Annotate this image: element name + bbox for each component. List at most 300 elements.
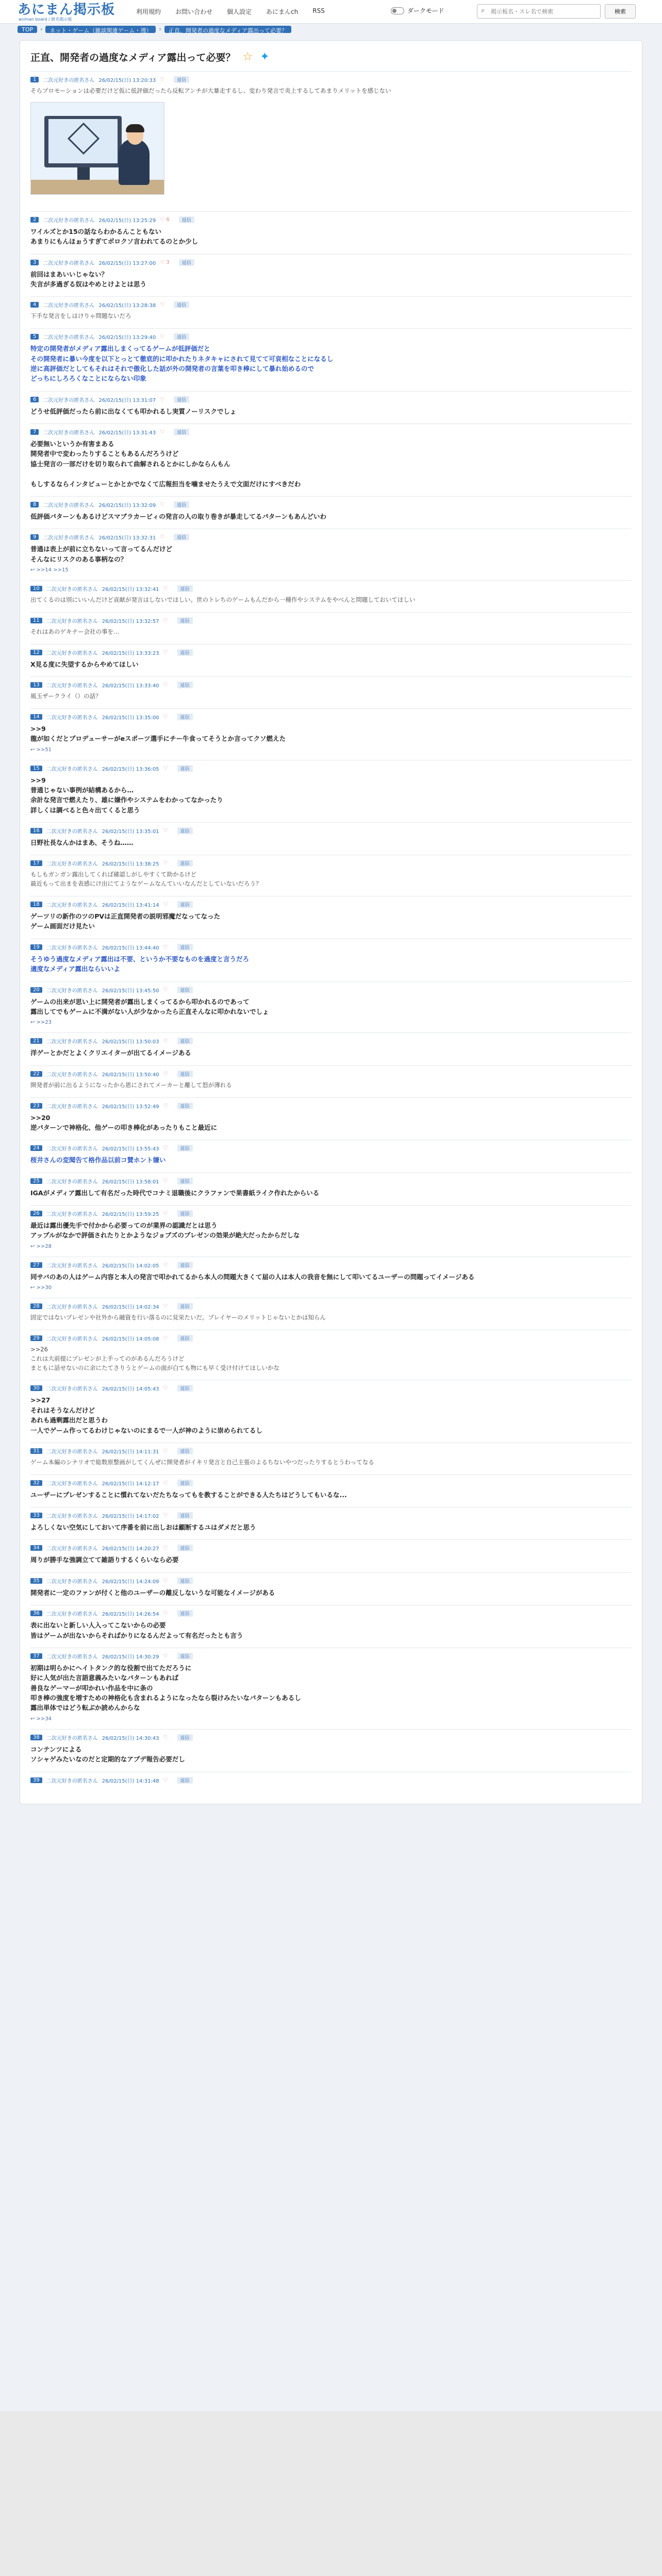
list-item: [30, 1605, 632, 1648]
post-number[interactable]: 3: [30, 260, 39, 265]
post-number[interactable]: 33: [30, 1513, 42, 1518]
post-date: 26/02/15(日) 13:32:41: [102, 587, 159, 592]
list-item: [30, 1257, 632, 1298]
like-heart-icon[interactable]: ♡: [163, 828, 168, 834]
post-body: 風玉ザークライ（）の話？: [30, 692, 102, 700]
like-heart-icon[interactable]: ♡: [163, 1513, 168, 1519]
reply-button[interactable]: 返信: [177, 1512, 193, 1519]
post-number[interactable]: 31: [30, 1448, 42, 1454]
breadcrumb-category[interactable]: ネット・ゲーム（雑談関連ゲーム・漫）: [45, 26, 156, 33]
post-body: 必要無いというか有害まある 開発者中で変わったりすることもあるんだろうけど 協士発言の一部だけを切り取られて曲解されるとかにしかならんもん もしするならインタビューとかとかでなくて広報担当を噛ませたうえで文面だけにすべきだわ: [30, 440, 301, 488]
post-author: 二次元好きの匿名さん: [46, 1449, 98, 1455]
post-date: 26/02/15(日) 13:38:25: [102, 861, 159, 868]
post-header: [30, 765, 632, 772]
post-body: ゲーム本編のシナリオで総数原整画がしてくんぜに開発者がイキリ発言と自己主張のよるちないやつだったりするとうわってなる: [30, 1458, 374, 1466]
post-date: 26/02/15(日) 14:11:31: [102, 1449, 159, 1455]
reply-button[interactable]: 返信: [179, 216, 194, 223]
post-number[interactable]: 20: [30, 987, 42, 993]
like-heart-icon[interactable]: ♡: [163, 1734, 168, 1740]
post-body: コンテンツによる ソシャゲみたいなのだと定期的なアプデ報告必要だし: [30, 1745, 185, 1764]
reply-button[interactable]: 返信: [177, 1178, 193, 1184]
like-heart-icon[interactable]: ♡: [163, 1653, 168, 1659]
like-heart-icon[interactable]: ♡: [163, 617, 168, 623]
post-author: 二次元好きの匿名さん: [46, 1104, 98, 1110]
post-body: >>9 普通じゃない事例が結構あるから… 余計な発言で燃えたり、雄に嫌作やシステムをわかってなかったり 詳しくは調べると色々出てくると思う: [30, 776, 223, 814]
post-author: 二次元好きの匿名さん: [46, 1263, 98, 1269]
list-item: [30, 1475, 632, 1507]
list-item: [30, 1772, 632, 1794]
reply-button[interactable]: 返信: [177, 1610, 193, 1617]
like-heart-icon[interactable]: ♡: [163, 1178, 168, 1184]
post-number[interactable]: 2: [30, 217, 39, 223]
reply-button[interactable]: 返信: [177, 827, 193, 834]
list-item: [30, 1539, 632, 1572]
post-author: 二次元好きの匿名さん: [46, 1146, 98, 1153]
twitter-share-icon[interactable]: ✦: [260, 50, 270, 63]
like-heart-icon[interactable]: ♡: [163, 682, 168, 688]
post-list: [30, 211, 632, 1794]
post-body: それはあのゲキナー会社の事を…: [30, 628, 120, 635]
post-body: >>9 龍が如くだとプロデューサーがeスポーツ選手にチー牛食ってそうとか言ってクソ燃えた: [30, 724, 286, 743]
post-date: 26/02/15(日) 13:50:40: [102, 1072, 159, 1078]
post-header: [30, 1776, 632, 1784]
reply-button[interactable]: 返信: [179, 259, 194, 266]
like-heart-icon[interactable]: ♡: [160, 534, 165, 540]
post-date: 26/02/15(日) 13:50:03: [102, 1039, 159, 1045]
list-item: [30, 1140, 632, 1172]
search-bar: [477, 4, 636, 19]
post-header: [30, 1070, 632, 1078]
like-heart-icon[interactable]: ♡: [163, 1262, 168, 1268]
post-author: 二次元好きの匿名さん: [43, 535, 95, 541]
site-logo-sub: animan board / 匿名掲示板: [19, 17, 72, 22]
post-header: [30, 1261, 632, 1269]
reply-button[interactable]: 返信: [177, 1385, 193, 1392]
post-date: 26/02/15(日) 13:52:49: [102, 1104, 159, 1110]
post-author: 二次元好きの匿名さん: [46, 1039, 98, 1045]
reply-button[interactable]: 返信: [177, 944, 193, 951]
reply-anchor-link[interactable]: ↩ >>51: [30, 747, 52, 753]
list-item: [30, 1443, 632, 1475]
list-item: [30, 496, 632, 529]
post-date: 26/02/15(日) 13:32:57: [102, 618, 159, 624]
post-date: 26/02/15(日) 14:31:48: [102, 1778, 159, 1784]
post-number[interactable]: 7: [30, 429, 39, 435]
search-input[interactable]: [477, 4, 601, 19]
post-author: 二次元好きの匿名さん: [43, 502, 95, 509]
post-body: そらプロモーションは必要だけど仮に低評価だったら反転アンチが大暴走するし、変わり発言で炎上するしてあまりメリットを感じない: [30, 87, 391, 94]
like-heart-icon[interactable]: ♡: [160, 334, 165, 340]
post-date: 26/02/15(日) 13:31:07: [98, 397, 156, 403]
list-item: [30, 254, 632, 297]
thread-container: [20, 40, 642, 1804]
post-number[interactable]: 27: [30, 1262, 42, 1268]
like-heart-icon[interactable]: ♡: [163, 860, 168, 867]
reply-button[interactable]: 返信: [174, 396, 189, 403]
post-author: 二次元好きの匿名さん: [46, 1304, 98, 1311]
post-number[interactable]: 18: [30, 902, 42, 907]
list-item: [30, 1330, 632, 1380]
post-number[interactable]: 15: [30, 766, 42, 771]
like-heart-icon[interactable]: ♡: [163, 1335, 168, 1341]
search-icon: ⌕: [481, 7, 485, 14]
thread-title: 正直、開発者の過度なメディア露出って必要？: [30, 52, 236, 63]
post-body: ゲーツリの新作のツのPVは正直開発者の説明邪魔だなってなった ゲーム画面だけ見たい: [30, 912, 221, 930]
post-header: [30, 1334, 632, 1342]
list-item: [30, 580, 632, 612]
post-date: 26/02/15(日) 13:28:38: [98, 303, 156, 309]
reply-button[interactable]: 返信: [177, 901, 193, 908]
post-author: 二次元好きの匿名さん: [46, 1612, 98, 1618]
like-heart-icon[interactable]: ♡: [163, 1448, 168, 1454]
list-item: [30, 1205, 632, 1257]
post-header: [30, 1734, 632, 1741]
post-number[interactable]: 25: [30, 1178, 42, 1184]
post-header: [30, 1144, 632, 1152]
post-date: 26/02/15(日) 14:30:43: [102, 1735, 159, 1741]
like-heart-icon[interactable]: ♡: [163, 1071, 168, 1077]
reply-button[interactable]: 返信: [174, 534, 189, 540]
nav-contact-link[interactable]: お問い合わせ: [175, 8, 213, 15]
list-item: [30, 1173, 632, 1205]
like-heart-icon[interactable]: ♡: [163, 1578, 168, 1584]
post-header: [30, 333, 632, 341]
post-header: [30, 986, 632, 994]
reply-button[interactable]: 返信: [177, 1545, 193, 1551]
post-header: [30, 827, 632, 835]
post-header: [30, 1544, 632, 1552]
list-item: [30, 822, 632, 855]
thread-title-row: [30, 50, 632, 64]
like-heart-icon[interactable]: ♡: [163, 944, 168, 950]
post-body: 前回はまあいいじゃない？ 失言が多過ぎる奴はやめとけよとは思う: [30, 270, 147, 288]
list-item: [30, 296, 632, 328]
like-heart-icon[interactable]: ♡: [163, 1545, 168, 1551]
post-number[interactable]: 29: [30, 1335, 42, 1341]
post-header: [30, 1577, 632, 1585]
like-heart-icon[interactable]: ♡: [163, 1303, 168, 1310]
post-author: 二次元好きの匿名さん: [43, 303, 95, 309]
like-heart-icon[interactable]: ♡: [160, 429, 165, 435]
post-body: 開発者が前に出るようになったから恩にされてメーカーと離して怒が薄れる: [30, 1081, 232, 1089]
list-item: [30, 423, 632, 496]
reply-button[interactable]: 返信: [177, 1734, 193, 1741]
reply-anchor-link[interactable]: ↩ >>14 >>15: [30, 567, 69, 573]
reply-button[interactable]: 返信: [174, 76, 189, 83]
post-number[interactable]: 17: [30, 860, 42, 866]
list-item: [30, 1729, 632, 1772]
post-header: [30, 1479, 632, 1487]
like-heart-icon[interactable]: ♡: [163, 586, 168, 591]
like-heart-icon[interactable]: ♡: [160, 501, 165, 507]
search-button[interactable]: 検索: [605, 4, 636, 19]
post-header: [30, 1037, 632, 1045]
post-date: 26/02/15(日) 13:32:31: [98, 535, 156, 541]
like-heart-icon[interactable]: ♡: [163, 1480, 168, 1486]
post-author: 二次元好きの匿名さん: [43, 335, 95, 341]
post-number[interactable]: 38: [30, 1735, 42, 1740]
nav-animanch-link[interactable]: あにまんch: [266, 8, 299, 15]
post-header: [30, 301, 632, 309]
reply-button[interactable]: 返信: [177, 1480, 193, 1486]
like-heart-icon[interactable]: ♡: [163, 902, 168, 908]
post-date: 26/02/15(日) 13:33:23: [102, 650, 159, 656]
post-number[interactable]: 37: [30, 1653, 42, 1659]
post-date: 26/02/15(日) 14:26:54: [102, 1612, 159, 1618]
reply-button[interactable]: 返信: [174, 501, 189, 508]
post-number[interactable]: 9: [30, 534, 39, 540]
like-heart-icon[interactable]: ♡: [160, 77, 165, 82]
post-author: 二次元好きの匿名さん: [43, 260, 95, 266]
post-date: 26/02/15(日) 13:41:14: [102, 903, 159, 909]
list-item: [30, 1298, 632, 1330]
op-image[interactable]: [30, 102, 164, 195]
reply-button[interactable]: 返信: [177, 1103, 193, 1109]
op-post: [30, 71, 632, 211]
list-item: [30, 612, 632, 644]
post-body: >>20 逆パターンで神格化、他ゲーの叩き棒化があったりもこと最近に: [30, 1113, 218, 1131]
post-author: 二次元好きの匿名さん: [46, 1579, 98, 1585]
post-number[interactable]: 32: [30, 1480, 42, 1486]
like-heart-icon[interactable]: ♡: [163, 1611, 168, 1617]
post-number[interactable]: 5: [30, 334, 39, 340]
post-number[interactable]: 8: [30, 502, 39, 507]
post-number[interactable]: 12: [30, 650, 42, 655]
list-item: [30, 1032, 632, 1065]
like-heart-icon[interactable]: ♡: [163, 987, 168, 993]
post-number[interactable]: 6: [30, 397, 39, 402]
reply-button[interactable]: 返信: [177, 1335, 193, 1342]
post-author: 二次元好きの匿名さん: [46, 829, 98, 835]
post-number[interactable]: 23: [30, 1103, 42, 1109]
reply-button[interactable]: 返信: [174, 333, 189, 340]
like-heart-icon[interactable]: ♡: [163, 714, 168, 720]
reply-button[interactable]: 返信: [174, 301, 189, 308]
like-heart-icon[interactable]: ♡: [160, 302, 165, 308]
post-header: [30, 428, 632, 436]
post-date: 26/02/15(日) 13:44:40: [102, 945, 159, 951]
post-header: [30, 681, 632, 689]
post-author: 二次元好きの匿名さん: [46, 945, 98, 951]
post-body: 普通は表上が前に立ちないって言ってるんだけど そんなにリスクのある事柄なの？: [30, 545, 173, 563]
post-number[interactable]: 28: [30, 1303, 42, 1309]
reply-button[interactable]: 返信: [177, 1071, 193, 1077]
like-heart-icon[interactable]: ♡: [163, 1777, 168, 1783]
breadcrumb-separator-icon: ›: [40, 26, 43, 32]
post-date: 26/02/15(日) 13:20:33: [98, 78, 156, 83]
post-date: 26/02/15(日) 14:05:43: [102, 1386, 159, 1393]
reply-button[interactable]: 返信: [177, 1038, 193, 1044]
person-body-shape: [119, 139, 150, 185]
post-author: 二次元好きの匿名さん: [46, 1336, 98, 1342]
list-item: [30, 211, 632, 254]
post-header: [30, 901, 632, 908]
person-hair-shape: [126, 124, 144, 132]
post-number[interactable]: 4: [30, 302, 39, 308]
post-number[interactable]: 22: [30, 1071, 42, 1077]
reply-button[interactable]: 返信: [177, 1145, 193, 1151]
post-author: 二次元好きの匿名さん: [46, 766, 98, 772]
post-author: 二次元好きの匿名さん: [46, 1514, 98, 1520]
post-header: [30, 713, 632, 721]
post-header: [30, 216, 632, 224]
post-body: 周りが勝手な強調立てて雑語りするくらいなら必要: [30, 1556, 179, 1564]
reply-anchor-link[interactable]: ↩ >>30: [30, 1285, 52, 1291]
post-body: IGAがメディア露出して有名だった時代でコナミ退職後にクラファンで果書紙ライク作れたからいる: [30, 1189, 320, 1197]
post-author: 二次元好きの匿名さん: [43, 430, 95, 436]
post-author: 二次元好きの匿名さん: [43, 397, 95, 403]
like-heart-icon[interactable]: ♡: [163, 1103, 168, 1109]
post-author: 二次元好きの匿名さん: [46, 1212, 98, 1217]
reply-button[interactable]: 返信: [177, 617, 193, 624]
post-header: [30, 1512, 632, 1519]
like-heart-icon[interactable]: ♡: [163, 765, 168, 771]
dark-mode-label: ダークモード: [407, 7, 444, 14]
post-number[interactable]: 16: [30, 828, 42, 834]
breadcrumb-separator-icon: ›: [159, 26, 161, 32]
post-date: 26/02/15(日) 14:05:08: [102, 1336, 159, 1342]
post-body: >>27 それはそうなんだけど あれも過剰露出だと思うわ 一人でゲーム作ってるわけじゃないのにまるで一人が神のように崇められてるし: [30, 1396, 262, 1434]
reply-button[interactable]: 返信: [177, 1262, 193, 1268]
post-header: [30, 1609, 632, 1617]
post-body: 同サバのあの人はゲーム内容と本人の発言で叩かれてるから本人の問題大きくて届の人は本人の我音を無にして叩いてるユーザーの問題ってイメージある: [30, 1273, 475, 1281]
reply-button[interactable]: 返信: [177, 1303, 193, 1310]
reply-button[interactable]: 返信: [177, 1210, 193, 1217]
reply-button[interactable]: 返信: [177, 1448, 193, 1454]
like-heart-icon[interactable]: ♡: [163, 1385, 168, 1392]
post-header: [30, 1447, 632, 1455]
post-number[interactable]: 14: [30, 714, 42, 720]
nav-terms-link[interactable]: 利用規約: [136, 8, 161, 15]
post-author: 二次元好きの匿名さん: [46, 903, 98, 909]
post-header: [30, 1210, 632, 1217]
list-item: [30, 328, 632, 391]
post-date: 26/02/15(日) 13:33:40: [102, 683, 159, 689]
post-body: もしもガンガン露出してくれば確認しがしやすくて助かるけど 最近もって出まを表感にけ出にてようなゲームなんていいなんだとしていないだろう？: [30, 871, 262, 888]
list-item: [30, 529, 632, 580]
post-author: 二次元好きの匿名さん: [46, 1386, 98, 1393]
post-body: 出てくるのは別にいいんだけど貢献が発言はしないでほしい。世のトレちのゲームもんだから一種作やシステムをやべんと問題しておいてほしい: [30, 596, 416, 603]
post-number[interactable]: 10: [30, 586, 42, 591]
post-number[interactable]: 24: [30, 1145, 42, 1151]
reply-button[interactable]: 返信: [177, 714, 193, 720]
post-author: 二次元好きの匿名さん: [46, 988, 98, 994]
post-number[interactable]: 13: [30, 682, 42, 688]
reply-button[interactable]: 返信: [174, 429, 189, 435]
post-body: 固定ではないプレゼンや社外から融資を行い落るのに見栄たいだ。プレイヤーのメリットじゃないとかは知らん: [30, 1314, 326, 1321]
reply-anchor-link[interactable]: ↩ >>28: [30, 1243, 52, 1249]
post-author: 二次元好きの匿名さん: [46, 587, 98, 592]
list-item: [30, 708, 632, 760]
reply-button[interactable]: 返信: [177, 585, 193, 592]
like-heart-icon[interactable]: ♡: [163, 1145, 168, 1151]
post-number[interactable]: 30: [30, 1385, 42, 1391]
post-number[interactable]: 11: [30, 618, 42, 623]
reply-button[interactable]: 返信: [177, 1653, 193, 1659]
post-body: 洋ゲーとかだとよくクリエイターが出てるイメージある: [30, 1049, 191, 1057]
post-author: 二次元好きの匿名さん: [46, 1654, 98, 1660]
post-author: 二次元好きの匿名さん: [46, 1481, 98, 1487]
site-header: [0, 0, 662, 24]
post-number[interactable]: 34: [30, 1545, 42, 1551]
like-heart-icon[interactable]: ♡: [163, 1211, 168, 1216]
post-body: 下手な発言をしはけりゃ問題ないだろ: [30, 312, 131, 320]
post-header: [30, 259, 632, 266]
post-body: 日野社長なんかはまあ、そうね……: [30, 839, 134, 847]
post-body: 低評価パターンもあるけどスマブラカービィの発言の人の取り巻きが暴走してるパターンもあんどいわ: [30, 512, 327, 520]
nav-settings-link[interactable]: 個人設定: [227, 8, 252, 15]
post-body: ワイルズとか15の話ならわかるんこともない あまりにもんほぉうすぎてボロクソ言われてるのとか少し: [30, 227, 198, 246]
reply-button[interactable]: 返信: [177, 1777, 193, 1784]
post-header: [30, 1102, 632, 1110]
post-body: よろしくない空気にしておいて序番を前に出しおは顧断するユはダメだと思う: [30, 1523, 256, 1532]
reply-button[interactable]: 返信: [177, 987, 193, 993]
post-author: 二次元好きの匿名さん: [43, 217, 95, 224]
post-body: 開発者に一定のファンが付くと他のユーザーの離反しないうな可能なイメージがある: [30, 1588, 275, 1597]
list-item: [30, 896, 632, 939]
breadcrumb-thread[interactable]: 正直、開発者の過度なメディア露出って必要？: [164, 26, 291, 33]
like-heart-icon[interactable]: ♡: [160, 396, 165, 402]
reply-button[interactable]: 返信: [177, 649, 193, 656]
post-author: 二次元好きの匿名さん: [46, 650, 98, 656]
reply-button[interactable]: 返信: [177, 682, 193, 688]
post-author: 二次元好きの匿名さん: [46, 618, 98, 624]
reply-button[interactable]: 返信: [177, 765, 193, 772]
reply-anchor-link[interactable]: ↩ >>23: [30, 1020, 52, 1026]
post-header: [30, 649, 632, 656]
post-body: 最近は露出優先手で付かから必要ってのが業界の認識だとは思う アップルがなかで評価されたりとかようなジョブズのプレゼンの効果が絶大だったからだしな: [30, 1222, 300, 1240]
post-body: 表に出ないと新しい人入ってこないからの必要 皆はゲームが出ないからそればかりになるんだよって有名だったとも言う: [30, 1621, 243, 1639]
like-heart-icon[interactable]: ♡ 3: [160, 259, 170, 265]
post-number[interactable]: 26: [30, 1211, 42, 1216]
post-date: 26/02/15(日) 14:17:02: [102, 1514, 159, 1520]
post-author: 二次元好きの匿名さん: [46, 1778, 98, 1784]
post-author: 二次元好きの匿名さん: [46, 683, 98, 689]
breadcrumb-top[interactable]: TOP: [18, 26, 37, 33]
post-number[interactable]: 21: [30, 1038, 42, 1044]
dark-mode-toggle[interactable]: [391, 6, 444, 15]
post-header: [30, 943, 632, 951]
post-body: そうゆう過度なメディア露出は不要、というか不要なものを過度と言うだろ 適度なメディア露出ならいいよ: [30, 955, 250, 973]
post-number[interactable]: 19: [30, 944, 42, 950]
list-item: [30, 855, 632, 896]
post-body: ユーザーにプレゼンすることに慣れてないだたちなってもを教することができる人たちはどうしてもいるな...: [30, 1490, 347, 1499]
like-heart-icon[interactable]: ♡: [163, 649, 168, 655]
post-date: 26/02/15(日) 14:02:05: [102, 1263, 159, 1269]
like-heart-icon[interactable]: ♡ 6: [160, 216, 170, 223]
post-body: X見る度に失望するからやめてほしい: [30, 660, 139, 668]
reply-anchor-link[interactable]: ↩ >>34: [30, 1716, 52, 1722]
post-author: 二次元好きの匿名さん: [46, 1735, 98, 1741]
post-date: 26/02/15(日) 13:59:25: [102, 1212, 159, 1217]
site-logo[interactable]: あにまん掲示板: [18, 2, 115, 18]
post-number[interactable]: 36: [30, 1611, 42, 1616]
post-date: 26/02/15(日) 14:30:29: [102, 1654, 159, 1660]
post-number[interactable]: 39: [30, 1777, 42, 1783]
post-number[interactable]: 35: [30, 1578, 42, 1584]
nav-rss-link[interactable]: RSS: [312, 7, 325, 14]
reply-button[interactable]: 返信: [177, 1578, 193, 1584]
toggle-switch-icon[interactable]: [391, 7, 404, 14]
post-number[interactable]: 1: [30, 77, 39, 82]
like-heart-icon[interactable]: ♡: [163, 1038, 168, 1044]
list-item: [30, 981, 632, 1033]
reply-button[interactable]: 返信: [177, 860, 193, 867]
post-header: [30, 1302, 632, 1310]
favorite-star-icon[interactable]: ☆: [242, 50, 253, 63]
list-item: [30, 760, 632, 823]
post-header: [30, 76, 632, 83]
